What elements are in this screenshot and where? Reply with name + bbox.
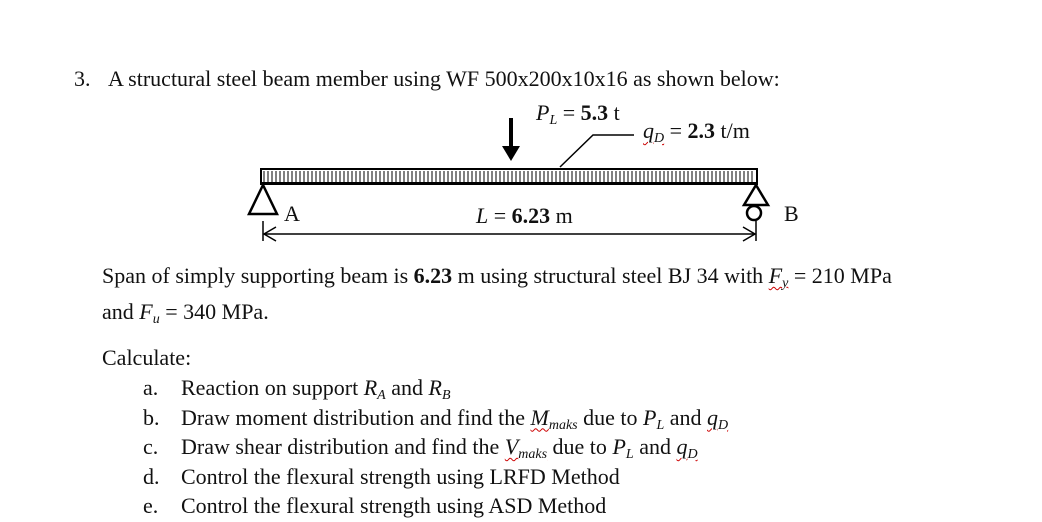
point-load-label: $P_L = 5.3$ t	[536, 100, 620, 128]
list-item: d. Control the flexural strength using LRFD Method	[143, 463, 620, 489]
span-label: L = 6.23 m	[476, 203, 573, 228]
distributed-load-label: $q_D = 2.3$ t/m	[643, 118, 750, 146]
description-line-2: and $F_u = 340$ MPa.	[102, 299, 269, 327]
description-paragraph	[102, 262, 892, 334]
list-item: c. Draw shear distribution and find the $V_{maks}$ due to $P_L$ and $q_D$	[143, 434, 698, 462]
list-item: b. Draw moment distribution and find the $M_{maks}$ due to $P_L$ and $q_D$	[143, 404, 729, 433]
question-text: A structural steel beam member using WF 500x200x10x16 as shown below:	[108, 66, 780, 91]
description-line-1: Span of simply supporting beam is 6.23 m using structural steel BJ 34 with $F_y = 210$ MPa	[102, 263, 892, 291]
support-a-label: A	[284, 201, 300, 226]
calculate-heading: Calculate:	[102, 345, 192, 370]
distributed-load-leader	[560, 135, 634, 167]
calculate-list	[143, 373, 728, 521]
point-load-arrow	[502, 118, 520, 161]
support-b-label: B	[784, 201, 799, 226]
support-a-pin	[249, 185, 277, 214]
list-item: a. Reaction on support $R_A$ and $R_B$	[143, 375, 451, 403]
question-number: 3.	[74, 66, 91, 91]
beam	[261, 169, 757, 184]
list-item: e. Control the flexural strength using ASD Method	[143, 493, 607, 518]
support-b-roller	[744, 185, 768, 220]
